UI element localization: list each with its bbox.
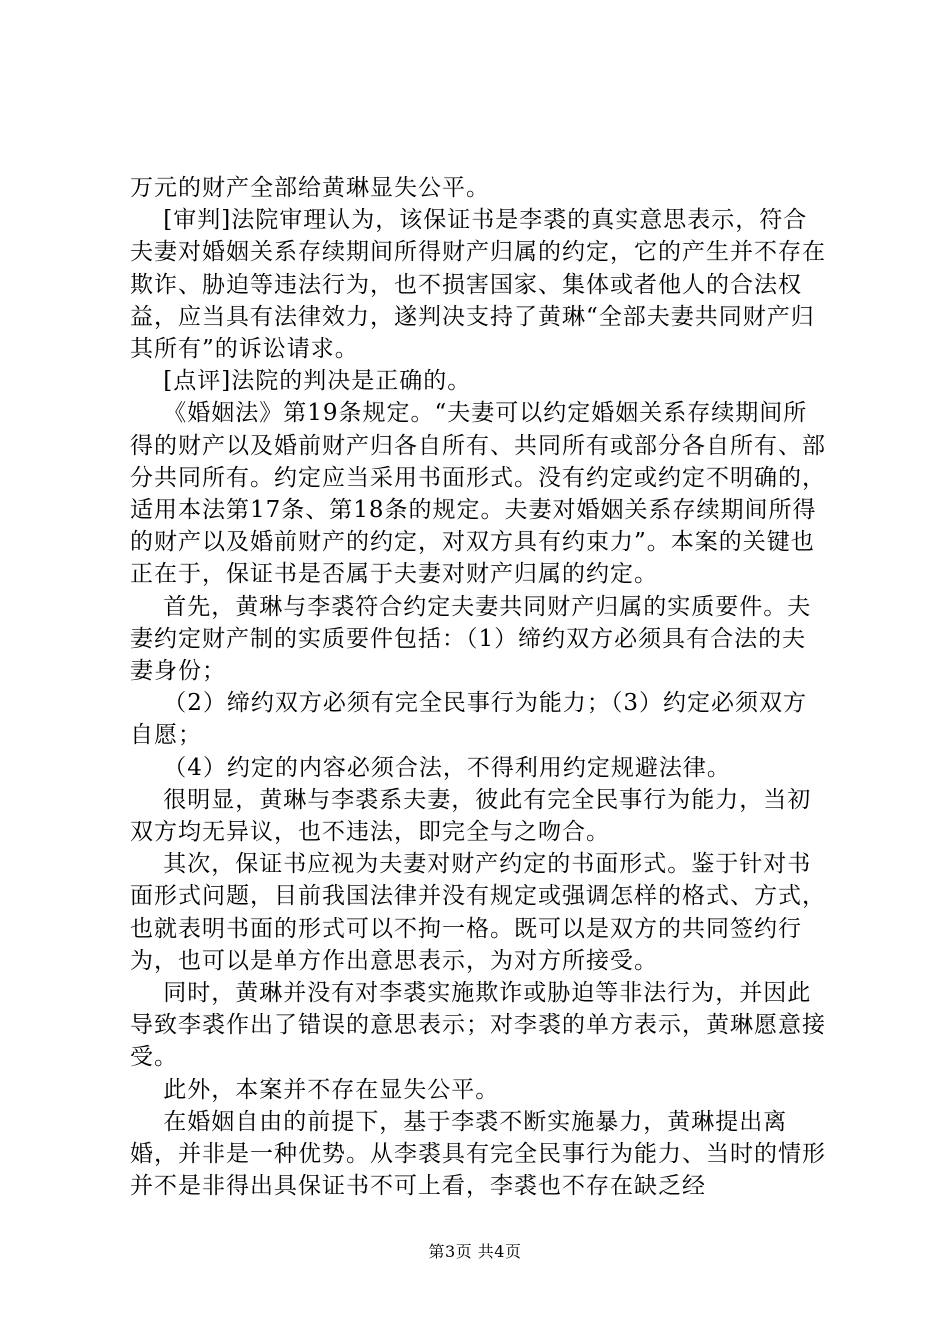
body-text (130, 172, 830, 1203)
paragraph-6: （2）缔约双方必须有完全民事行为能力；（3）约定必须双方自愿； (130, 690, 808, 749)
paragraph-10: 同时，黄琳并没有对李裘实施欺诈或胁迫等非法行为，并因此导致李裘作出了错误的意思表示；对李裘的单方表示，黄琳愿意接受。 (130, 980, 826, 1071)
paragraph-1: 万元的财产全部给黄琳显失公平。 (130, 175, 490, 201)
paragraph-11: 此外，本案并不存在显失公平。 (130, 1076, 500, 1103)
paragraph-8: 很明显，黄琳与李裘系夫妻，彼此有完全民事行为能力，当初双方均无异议，也不违法，即完全与之吻合。 (130, 786, 812, 846)
paragraph-2: [审判]法院审理认为，该保证书是李裘的真实意思表示，符合夫妻对婚姻关系存续期间所得财产归属的约定，它的产生并不存在欺诈、胁迫等违法行为，也不损害国家、集体或者他人的合法权益，应当具有法律效力，遂判决支持了黄琳“全部夫妻共同财产归其所有”的诉讼请求。 (130, 207, 826, 363)
paragraph-7: （4）约定的内容必须合法，不得利用约定规避法律。 (130, 754, 731, 781)
paragraph-4: 《婚姻法》第19条规定。“夫妻可以约定婚姻关系存续期间所得的财产以及婚前财产归各自所有、共同所有或部分各自所有、部分共同所有。约定应当采用书面形式。没有约定或约定不明确的，适用本法第17条、第18条的规定。夫妻对婚姻关系存续期间所得的财产以及婚前财产的约定，对双方具有约束力”。本案的关键也正在于，保证书是否属于夫妻对财产归属的约定。 (130, 400, 826, 588)
page-footer: 第3页 共4页 (428, 1242, 522, 1261)
paragraph-5: 首先，黄琳与李裘符合约定夫妻共同财产归属的实质要件。夫妻约定财产制的实质要件包括：（1）缔约双方必须具有合法的夫妻身份； (130, 593, 812, 685)
paragraph-9: 其次，保证书应视为夫妻对财产约定的书面形式。鉴于针对书面形式问题，目前我国法律并没有规定或强调怎样的格式、方式，也就表明书面的形式可以不拘一格。既可以是双方的共同签约行为，也可以是单方作出意思表示，为对方所接受。 (130, 851, 826, 974)
paragraph-3: [点评]法院的判决是正确的。 (130, 368, 472, 395)
paragraph-12: 在婚姻自由的前提下，基于李裘不断实施暴力，黄琳提出离婚，并非是一种优势。从李裘具有完全民事行为能力、当时的情形并不是非得出具保证书不可上看，李裘也不存在缺乏经 (130, 1108, 826, 1200)
